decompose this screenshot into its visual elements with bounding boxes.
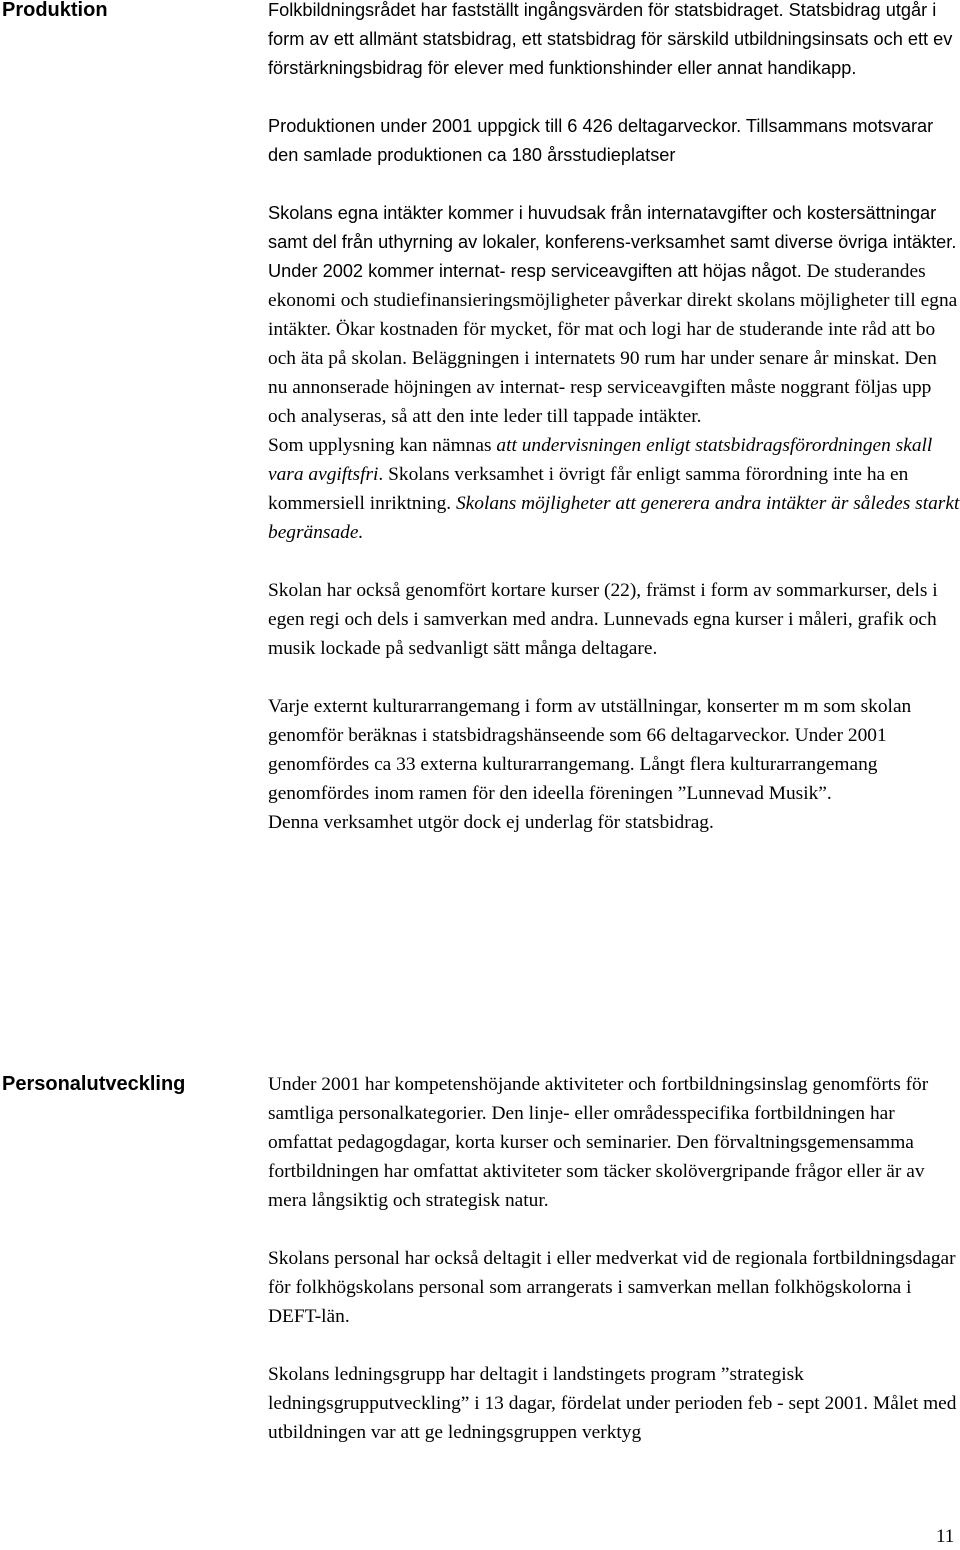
paragraph bbox=[268, 692, 960, 808]
text-segment: Som upplysning kan nämnas bbox=[268, 435, 497, 456]
page-number: 11 bbox=[936, 1526, 955, 1547]
text-segment: De studerandes ekonomi och studiefinansieringsmöjligheter påverkar direkt skolans möjligheter till egna intäkter. Ökar kostnaden för mycket, för mat och logi har de studerande inte råd att bo och äta på skolan. Beläggningen i internatets 90 rum har under senare år minskat. Den nu annonserade höjningen av internat- resp serviceavgiften måste noggrant följas upp och analyseras, så att den inte leder till tappade intäkter. bbox=[268, 261, 958, 427]
section-heading: Produktion bbox=[2, 0, 108, 21]
text-segment: Folkbildningsrådet har fastställt ingångsvärden för statsbidraget. Statsbidrag utgår i form av ett allmänt statsbidrag, ett statsbidrag för särskild utbildningsinsats och ett ev förstärkningsbidrag för elever med funktionshinder eller annat handikapp. bbox=[268, 0, 953, 78]
paragraph bbox=[268, 1360, 960, 1447]
paragraph bbox=[268, 199, 960, 431]
text-segment: Skolans ledningsgrupp har deltagit i landstingets program ”strategisk ledningsgrupputveckling” i 13 dagar, fördelat under perioden feb - sept 2001. Målet med utbildningen var att ge ledningsgruppen verktyg bbox=[268, 1364, 957, 1443]
text-segment: Under 2001 har kompetenshöjande aktiviteter och fortbildningsinslag genomförts för samtliga personalkategorier. Den linje- eller områdesspecifika fortbildningen har omfattat pedagogdagar, korta kurser och seminarier. Den förvaltningsgemensamma fortbildningen har omfattat aktiviteter som täcker skolövergripande frågor eller är av mera långsiktig och strategisk natur. bbox=[268, 1074, 929, 1211]
text-segment: . Skolans verksamhet i övrigt får enligt samma förordning inte ha en kommersiell inriktning. bbox=[268, 464, 909, 514]
text-segment-italic: att undervisningen enligt statsbidragsförordningen skall vara avgiftsfri bbox=[268, 435, 933, 485]
text-segment: Produktionen under 2001 uppgick till 6 426 deltagarveckor. Tillsammans motsvarar den samlade produktionen ca 180 årsstudieplatser bbox=[268, 116, 934, 165]
paragraph bbox=[268, 0, 960, 83]
paragraph bbox=[268, 431, 960, 547]
text-segment: Skolans egna intäkter kommer i huvudsak från internatavgifter och kostersättningar samt del från uthyrning av lokaler, konferens-verksamhet samt diverse övriga intäkter. Under 2002 kommer internat- resp serviceavgiften att höjas något. bbox=[268, 203, 957, 281]
paragraph bbox=[268, 112, 960, 170]
text-segment: Skolans personal har också deltagit i eller medverkat vid de regionala fortbildningsdagar för folkhögskolans personal som arrangerats i samverkan mellan folkhögskolorna i DEFT-län. bbox=[268, 1248, 956, 1327]
text-segment: Denna verksamhet utgör dock ej underlag för statsbidrag. bbox=[268, 812, 714, 833]
section-heading: Personalutveckling bbox=[2, 1073, 186, 1095]
text-segment-italic: Skolans möjligheter att generera andra intäkter är således starkt begränsade. bbox=[268, 493, 960, 543]
text-segment: Skolan har också genomfört kortare kurser (22), främst i form av sommarkurser, dels i egen regi och dels i samverkan med andra. Lunnevads egna kurser i måleri, grafik och musik lockade på sedvanligt sätt många deltagare. bbox=[268, 580, 938, 659]
paragraph bbox=[268, 1244, 960, 1331]
section-body bbox=[268, 0, 960, 837]
paragraph bbox=[268, 1070, 960, 1215]
text-segment: Varje externt kulturarrangemang i form av utställningar, konserter m m som skolan genomför beräknas i statsbidragshänseende som 66 deltagarveckor. Under 2001 genomfördes ca 33 externa kulturarrangemang. Långt flera kulturarrangemang genomfördes inom ramen för den ideella föreningen ”Lunnevad Musik”. bbox=[268, 696, 912, 804]
section-body bbox=[268, 1070, 960, 1447]
paragraph bbox=[268, 808, 960, 837]
paragraph bbox=[268, 576, 960, 663]
